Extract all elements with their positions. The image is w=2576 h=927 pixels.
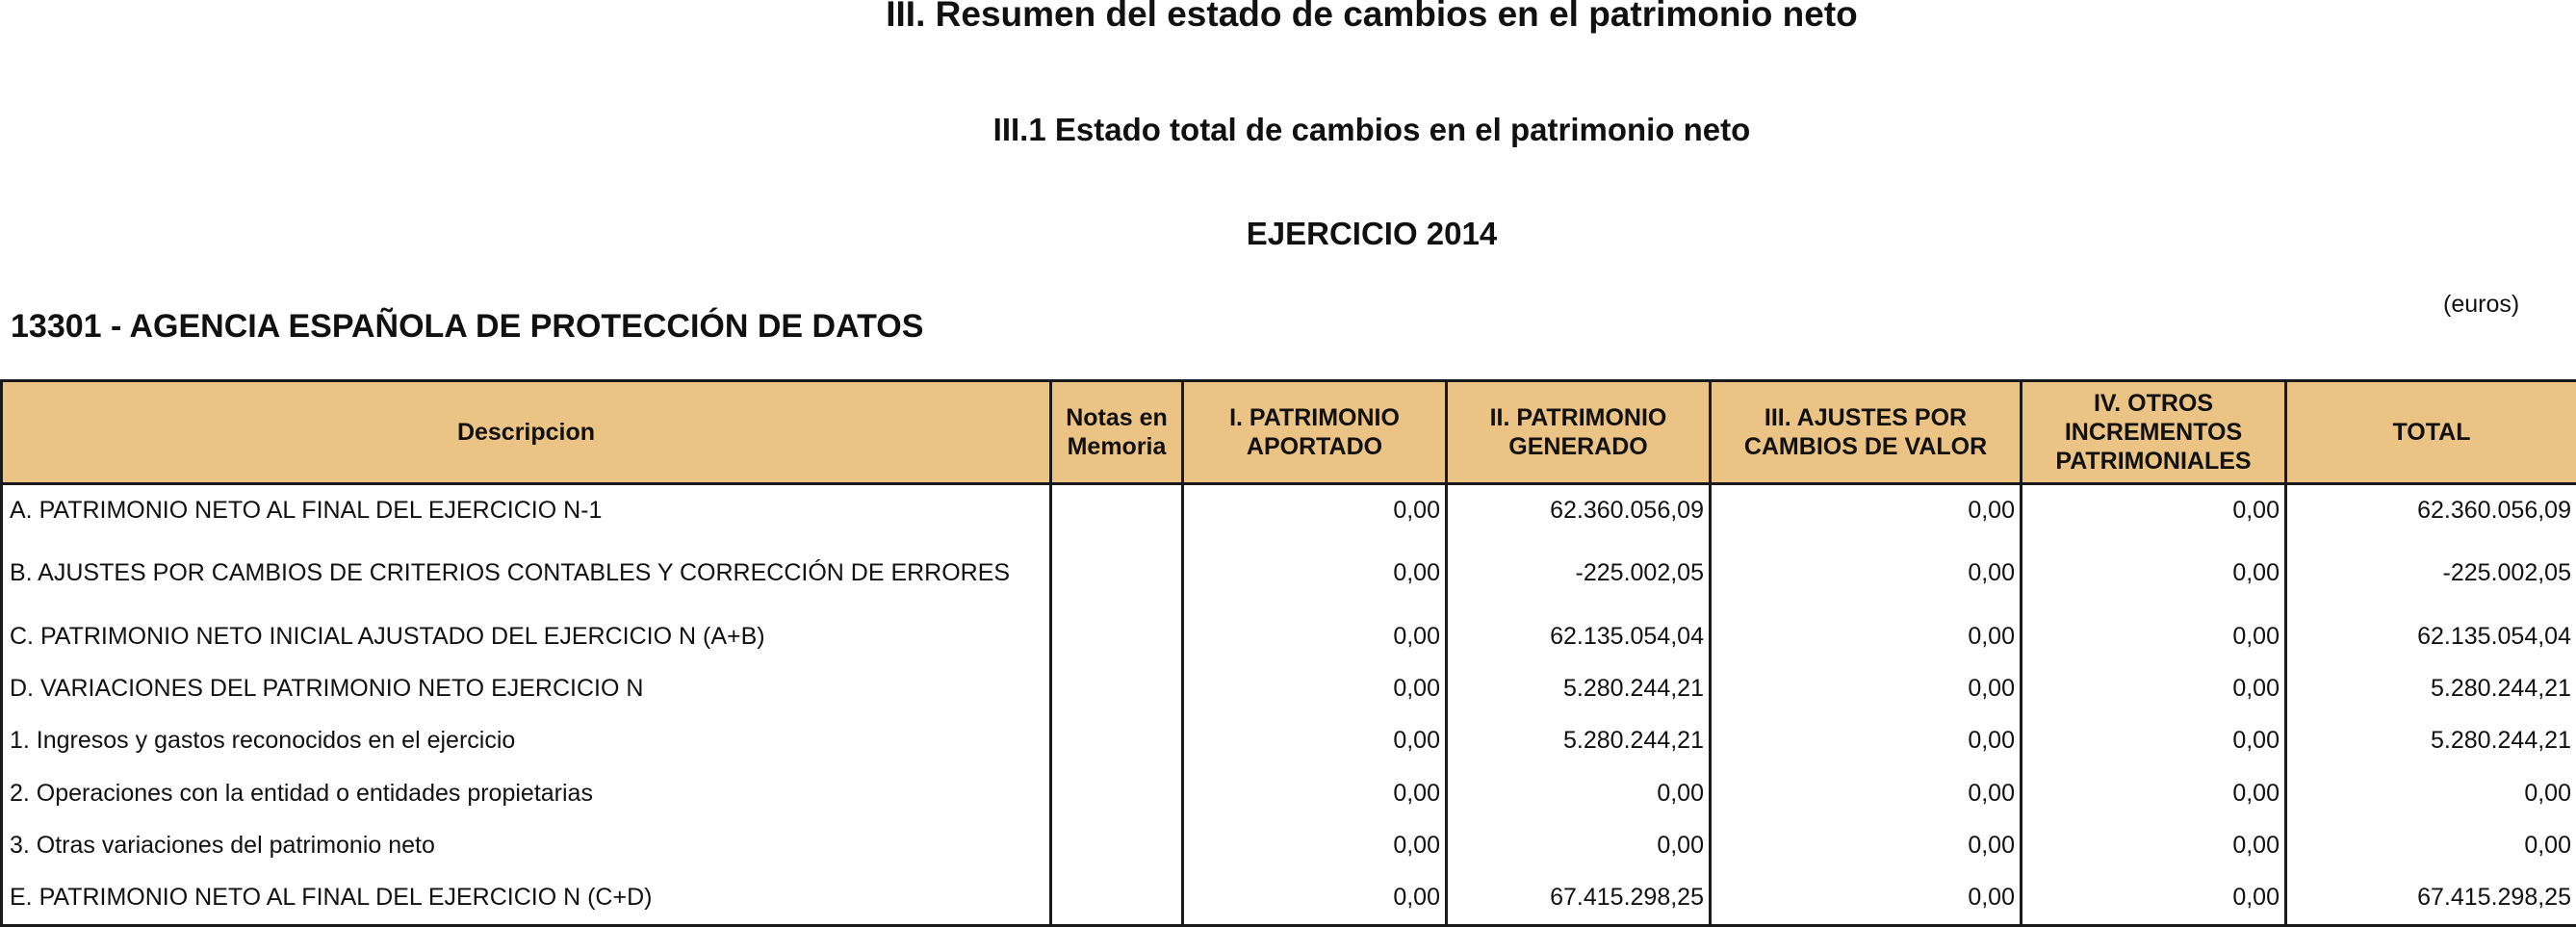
row-ajustes: 0,00 [1711, 715, 2022, 767]
table-row [2, 872, 2576, 926]
row-otros-incrementos: 0,00 [2022, 872, 2286, 926]
col-header-total: TOTAL [2286, 381, 2576, 484]
row-description: 3. Otras variaciones del patrimonio neto [2, 819, 1051, 871]
row-otros-incrementos: 0,00 [2022, 536, 2286, 610]
row-total: 67.415.298,25 [2286, 872, 2576, 926]
col-header-notas: Notas en Memoria [1051, 381, 1183, 484]
row-notes [1051, 662, 1183, 714]
row-description: C. PATRIMONIO NETO INICIAL AJUSTADO DEL EJERCICIO N (A+B) [2, 610, 1051, 662]
row-total: 62.135.054,04 [2286, 610, 2576, 662]
row-ajustes: 0,00 [1711, 767, 2022, 819]
row-ajustes: 0,00 [1711, 536, 2022, 610]
row-notes [1051, 484, 1183, 537]
table-row [2, 610, 2576, 662]
row-patrimonio-generado: 67.415.298,25 [1447, 872, 1711, 926]
row-ajustes: 0,00 [1711, 819, 2022, 871]
equity-changes-table [0, 379, 2576, 927]
row-total: 0,00 [2286, 819, 2576, 871]
col-header-patrimonio-generado: II. PATRIMONIO GENERADO [1447, 381, 1711, 484]
table-row [2, 715, 2576, 767]
row-otros-incrementos: 0,00 [2022, 767, 2286, 819]
table-header-row [2, 381, 2576, 484]
col-header-otros-incrementos: IV. OTROS INCREMENTOS PATRIMONIALES [2022, 381, 2286, 484]
table-row [2, 767, 2576, 819]
row-notes [1051, 872, 1183, 926]
row-total: 62.360.056,09 [2286, 484, 2576, 537]
row-ajustes: 0,00 [1711, 610, 2022, 662]
row-ajustes: 0,00 [1711, 484, 2022, 537]
row-patrimonio-generado: 62.360.056,09 [1447, 484, 1711, 537]
row-description: D. VARIACIONES DEL PATRIMONIO NETO EJERCICIO N [2, 662, 1051, 714]
entity-name: 13301 - AGENCIA ESPAÑOLA DE PROTECCIÓN DE DATOS [11, 308, 924, 345]
row-otros-incrementos: 0,00 [2022, 662, 2286, 714]
row-otros-incrementos: 0,00 [2022, 610, 2286, 662]
row-notes [1051, 767, 1183, 819]
col-header-ajustes: III. AJUSTES POR CAMBIOS DE VALOR [1711, 381, 2022, 484]
row-otros-incrementos: 0,00 [2022, 715, 2286, 767]
page-subtitle: III.1 Estado total de cambios en el patrimonio neto [992, 112, 1751, 147]
row-patrimonio-aportado: 0,00 [1183, 610, 1447, 662]
row-description: B. AJUSTES POR CAMBIOS DE CRITERIOS CONTABLES Y CORRECCIÓN DE ERRORES [2, 536, 1051, 610]
table-row [2, 484, 2576, 537]
row-total: 5.280.244,21 [2286, 715, 2576, 767]
row-patrimonio-generado: -225.002,05 [1447, 536, 1711, 610]
row-otros-incrementos: 0,00 [2022, 484, 2286, 537]
row-patrimonio-aportado: 0,00 [1183, 715, 1447, 767]
table-row [2, 536, 2576, 610]
row-patrimonio-generado: 0,00 [1447, 767, 1711, 819]
table-row [2, 819, 2576, 871]
row-notes [1051, 819, 1183, 871]
currency-unit-label: (euros) [2443, 291, 2520, 318]
row-description: A. PATRIMONIO NETO AL FINAL DEL EJERCICIO N-1 [2, 484, 1051, 537]
row-notes [1051, 536, 1183, 610]
table-row [2, 662, 2576, 714]
row-description: 1. Ingresos y gastos reconocidos en el ejercicio [2, 715, 1051, 767]
row-patrimonio-aportado: 0,00 [1183, 767, 1447, 819]
row-patrimonio-generado: 62.135.054,04 [1447, 610, 1711, 662]
row-patrimonio-aportado: 0,00 [1183, 484, 1447, 537]
row-total: -225.002,05 [2286, 536, 2576, 610]
row-total: 5.280.244,21 [2286, 662, 2576, 714]
row-patrimonio-aportado: 0,00 [1183, 872, 1447, 926]
row-ajustes: 0,00 [1711, 872, 2022, 926]
row-patrimonio-generado: 5.280.244,21 [1447, 662, 1711, 714]
row-patrimonio-aportado: 0,00 [1183, 819, 1447, 871]
page-title: III. Resumen del estado de cambios en el patrimonio neto [886, 0, 1858, 34]
col-header-descripcion: Descripcion [2, 381, 1051, 484]
row-description: 2. Operaciones con la entidad o entidades propietarias [2, 767, 1051, 819]
col-header-patrimonio-aportado: I. PATRIMONIO APORTADO [1183, 381, 1447, 484]
row-patrimonio-aportado: 0,00 [1183, 536, 1447, 610]
row-otros-incrementos: 0,00 [2022, 819, 2286, 871]
row-ajustes: 0,00 [1711, 662, 2022, 714]
row-patrimonio-generado: 0,00 [1447, 819, 1711, 871]
row-patrimonio-aportado: 0,00 [1183, 662, 1447, 714]
row-patrimonio-generado: 5.280.244,21 [1447, 715, 1711, 767]
fiscal-year-label: EJERCICIO 2014 [1246, 216, 1498, 251]
row-total: 0,00 [2286, 767, 2576, 819]
row-notes [1051, 715, 1183, 767]
row-description: E. PATRIMONIO NETO AL FINAL DEL EJERCICIO N (C+D) [2, 872, 1051, 926]
row-notes [1051, 610, 1183, 662]
